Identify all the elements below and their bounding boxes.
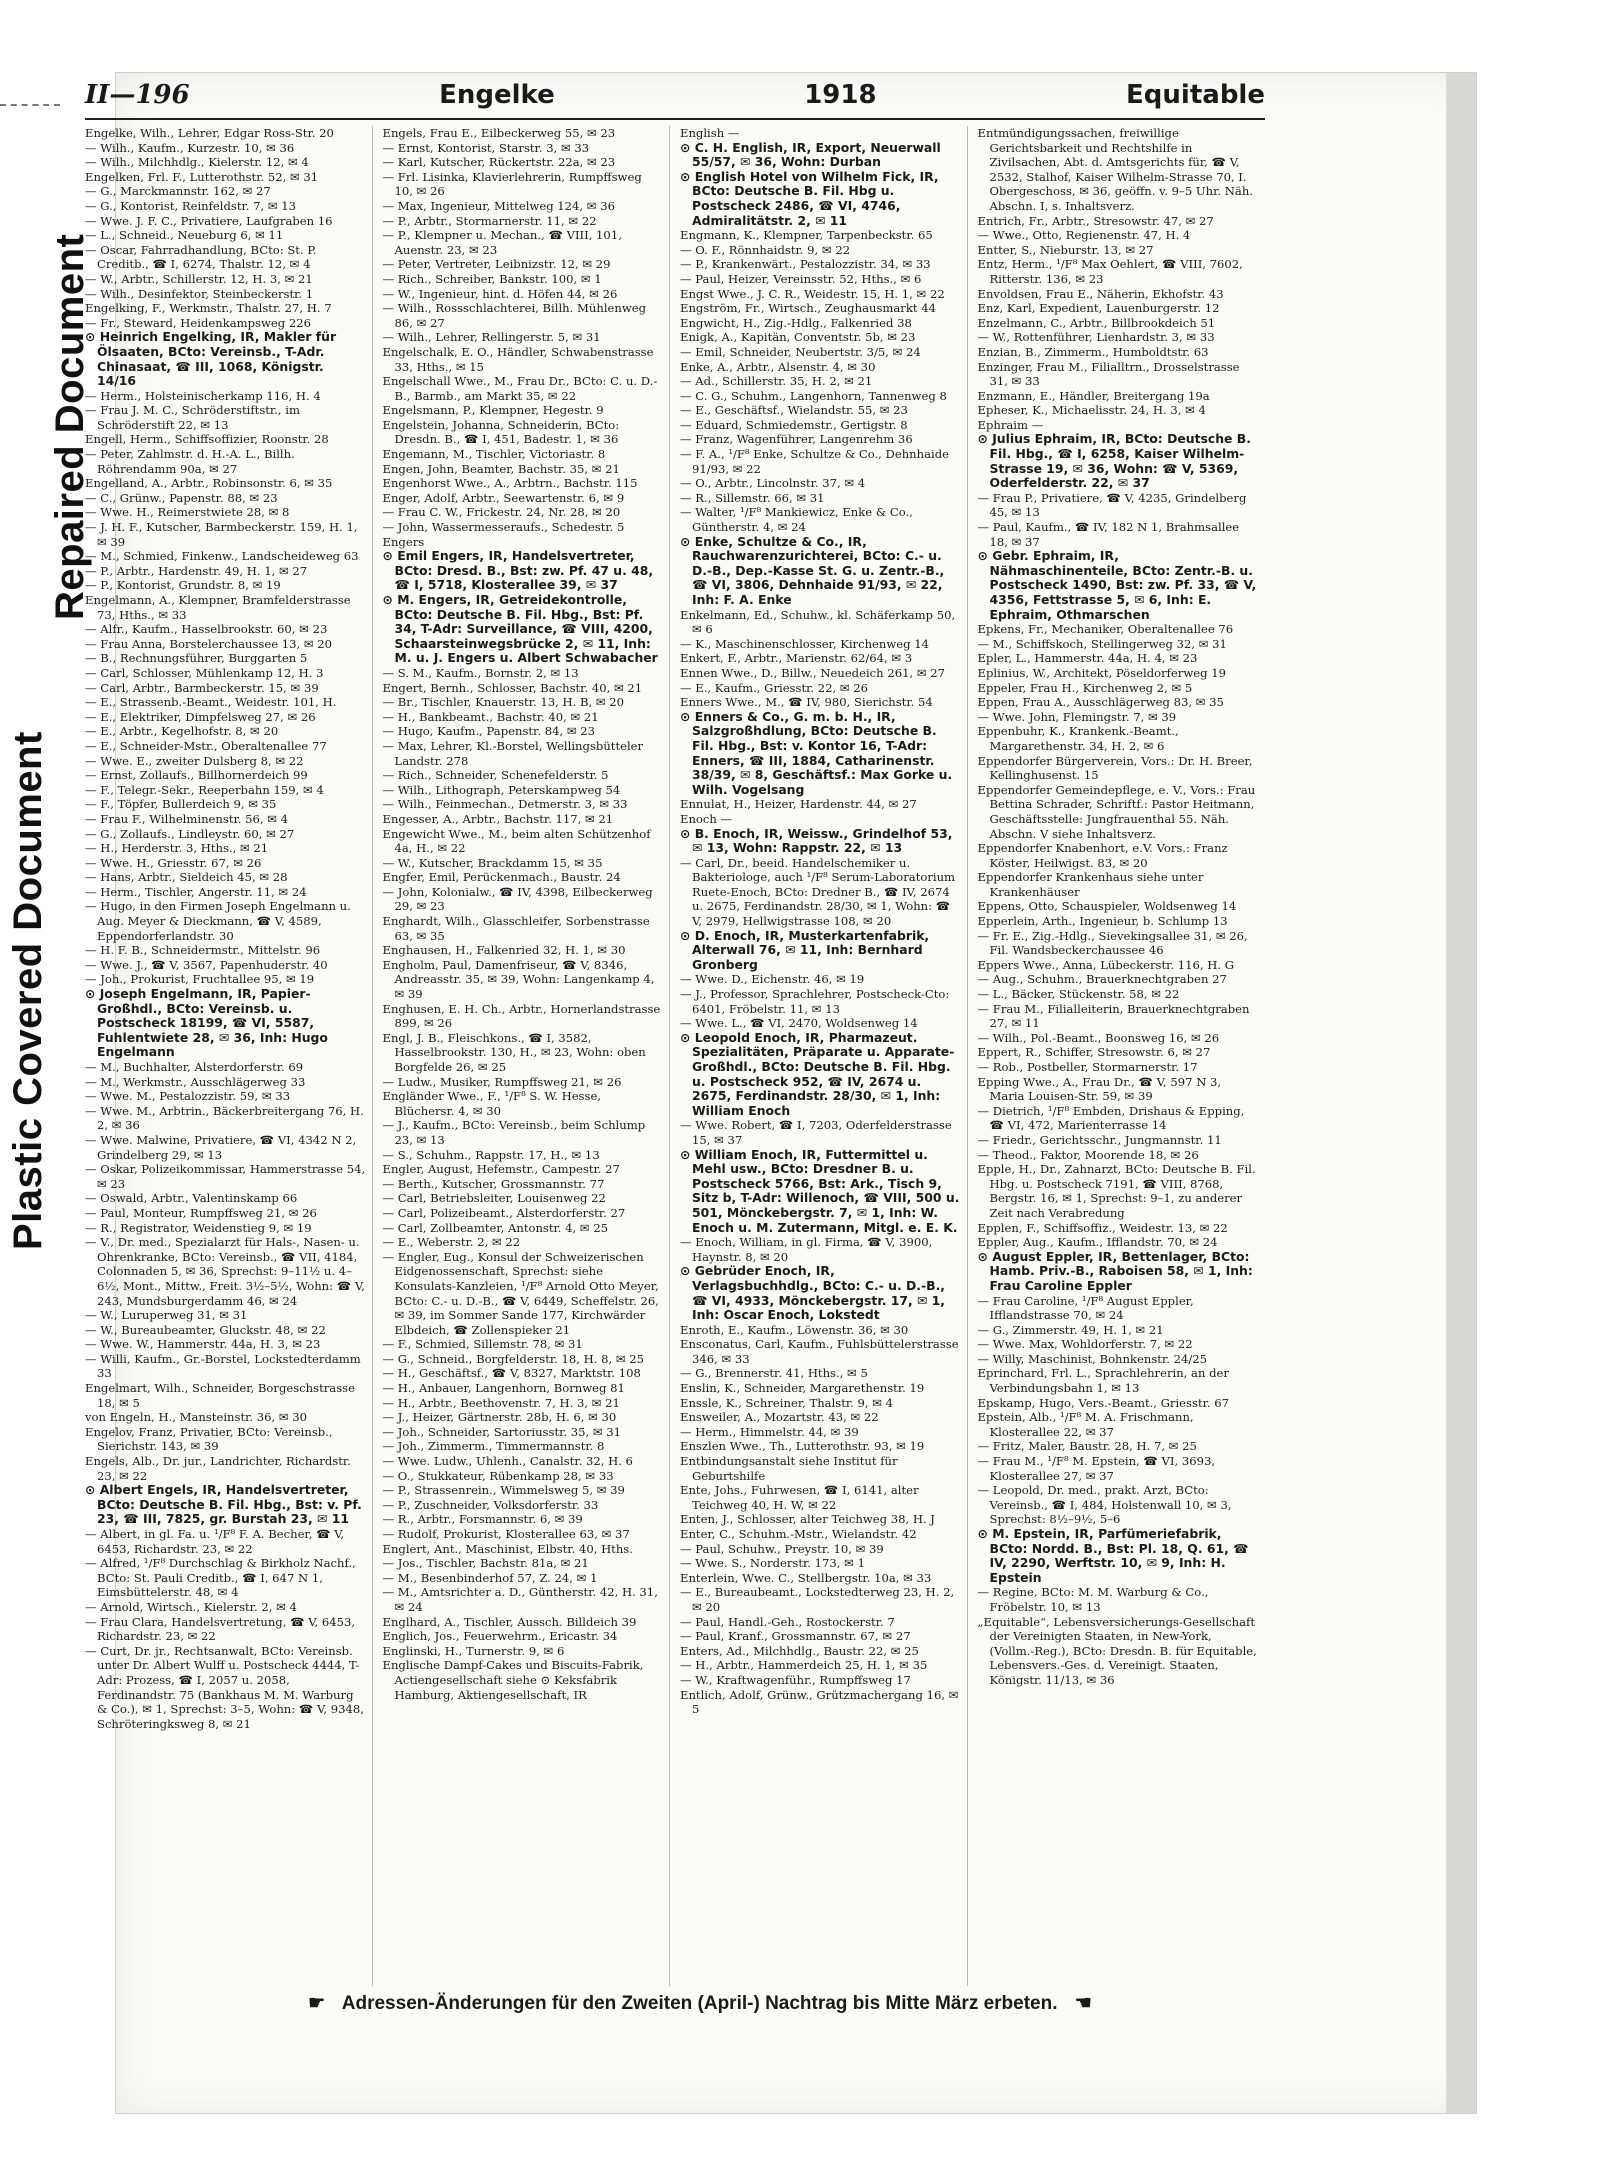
directory-entry: — Wwe. Ludw., Uhlenh., Canalstr. 32, H. 6 (382, 1454, 633, 1469)
directory-entry: — G., Brennerstr. 41, Hths., ✉ 5 (680, 1366, 868, 1381)
footer-text: Adressen-Änderungen für den Zweiten (April-) Nachtrag bis Mitte März erbeten. (341, 1993, 1058, 2014)
directory-entry: Epping Wwe., A., Frau Dr., ☎ V, 597 N 3, Maria Louisen-Str. 59, ✉ 39 (977, 1074, 1222, 1104)
directory-entry: — J. H. F., Kutscher, Barmbeckerstr. 159, H. 1, ✉ 39 (85, 520, 358, 549)
directory-entry: — Paul, Schuhw., Preystr. 10, ✉ 39 (680, 1541, 884, 1556)
directory-entry: Engewicht Wwe., M., beim alten Schützenhof 4a, H., ✉ 22 (382, 826, 651, 856)
directory-entry: — Franz, Wagenführer, Langenrehm 36 (680, 432, 913, 447)
side-label-plastic: Plastic Covered Document (6, 731, 50, 1250)
directory-entry: Enter, C., Schuhm.-Mstr., Wielandstr. 42 (680, 1527, 917, 1541)
directory-entry: — Arnold, Wirtsch., Kielerstr. 2, ✉ 4 (85, 1599, 297, 1614)
directory-entry: Eplinius, W., Architekt, Pöseldorferweg 19 (977, 665, 1226, 680)
directory-entry: — V., Dr. med., Spezialarzt für Hals-, Nasen- u. Ohrenkranke, BCto: Vereinsb., ☎ VII, 4184, Colonnaden 5, ✉ 36, Sprechst: 9–11½ u. 4–6½, Mont., Mittw., Freit. 3½–5½, Wohn: ☎ V, 243, Mundsburgerdamm 46, ✉ 24 (85, 1235, 365, 1308)
directory-entry: — Hugo, Kaufm., Papenstr. 84, ✉ 23 (382, 724, 595, 739)
directory-entry: ⊙ Albert Engels, IR, Handelsvertreter, BCto: Deutsche B. Fil. Hbg., Bst: v. Pf. 23, ☎ III, 7825, gr. Burstah 23, ✉ 11 (85, 1482, 362, 1527)
footer-notice (150, 1992, 1250, 2015)
directory-entry: — P., Strassenrein., Wimmelsweg 5, ✉ 39 (382, 1483, 625, 1498)
directory-entry: ⊙ Gebrüder Enoch, IR, Verlagsbuchhdlg., BCto: C.- u. D.-B., ☎ VI, 4933, Mönckebergstr. 17, ✉ 1, Inh: Oscar Enoch, Lokstedt (680, 1263, 946, 1323)
directory-entry: — Carl, Zollbeamter, Antonstr. 4, ✉ 25 (382, 1220, 609, 1235)
directory-columns (85, 126, 1265, 1986)
directory-entry: — Paul, Kaufm., ☎ IV, 182 N 1, Brahmsallee 18, ✉ 37 (977, 520, 1240, 549)
directory-entry: Entlich, Adolf, Grünw., Grützmachergang 16, ✉ 5 (680, 1687, 959, 1717)
column-1 (85, 126, 373, 1986)
column-4 (978, 126, 1266, 1986)
directory-entry: — Wwe. John, Flemingstr. 7, ✉ 39 (977, 709, 1177, 724)
right-catchword: Equitable (1126, 80, 1265, 110)
directory-entry: — Rich., Schneider, Schenefelderstr. 5 (382, 768, 609, 783)
directory-entry: — W., Arbtr., Schillerstr. 12, H. 3, ✉ 21 (85, 271, 313, 286)
directory-entry: ⊙ Joseph Engelmann, IR, Papier-Großhdl., BCto: Vereinsb. u. Postscheck 18199, ☎ VI, 5587, Fuhlentwiete 28, ✉ 36, Inh: Hugo Engelmann (85, 986, 328, 1060)
directory-entry: ⊙ Enke, Schultze & Co., IR, Rauchwarenzurichterei, BCto: C.- u. D.-B., Dep.-Kasse St. G. u. Zentr.-B., ☎ VI, 3806, Dehnhaide 91/93, ✉ 22, Inh: F. A. Enke (680, 533, 945, 607)
directory-entry: Engl, J. B., Fleischkons., ☎ I, 3582, Hasselbrookstr. 130, H., ✉ 23, Wohn: oben Borgfelde 26, ✉ 25 (382, 1030, 646, 1074)
directory-entry: ⊙ D. Enoch, IR, Musterkartenfabrik, Alterwall 76, ✉ 11, Inh: Bernhard Gronberg (680, 927, 930, 972)
directory-entry: — Frau M., Filialleiterin, Brauerknechtgraben 27, ✉ 11 (977, 1001, 1250, 1031)
directory-entry: — Frau Caroline, ¹/F⁸ August Eppler, Ifflandstrasse 70, ✉ 24 (977, 1293, 1194, 1323)
directory-entry: Englische Dampf-Cakes und Biscuits-Fabrik, Actiengesellschaft siehe ⊙ Keksfabrik Hamburg, Aktiengesellschaft, IR (382, 1658, 644, 1702)
directory-entry: — E., Strassenb.-Beamt., Weidestr. 101, H. (85, 695, 337, 710)
directory-entry: — B., Rechnungsführer, Burggarten 5 (85, 651, 308, 666)
directory-entry: Engell, Herm., Schiffsoffizier, Roonstr. 28 (85, 432, 329, 447)
directory-entry: — R., Arbtr., Forsmannstr. 6, ✉ 39 (382, 1512, 583, 1527)
directory-entry: ⊙ August Eppler, IR, Bettenlager, BCto: Hamb. Priv.-B., Raboisen 58, ✉ 1, Inh: Frau Caroline Eppler (977, 1248, 1253, 1293)
directory-entry: — Curt, Dr. jr., Rechtsanwalt, BCto: Vereinsb. unter Dr. Albert Wulff u. Postscheck 4444, T-Adr: Prozess, ☎ I, 2057 u. 2058, Ferdinandstr. 75 (Bankhaus M. M. Warburg & Co.), ✉ 1, Sprechst: 3–5, Wohn: ☎ V, 9348, Schröteringksweg 8, ✉ 21 (85, 1643, 364, 1731)
directory-entry: — Berth., Kutscher, Grossmannstr. 77 (382, 1176, 605, 1191)
directory-entry: Enghardt, Wilh., Glasschleifer, Sorbenstrasse 63, ✉ 35 (382, 914, 650, 943)
directory-entry: — Carl, Arbtr., Barmbeckerstr. 15, ✉ 39 (85, 680, 319, 695)
directory-entry: Engelke, Wilh., Lehrer, Edgar Ross-Str. 20 (85, 126, 334, 140)
directory-entry: Ente, Johs., Fuhrwesen, ☎ I, 6141, alter Teichweg 40, H. W, ✉ 22 (680, 1483, 919, 1512)
directory-entry: ⊙ Gebr. Ephraim, IR, Nähmaschinenteile, BCto: Zentr.-B. u. Postscheck 1490, Bst: zw. Pf. 33, ☎ V, 4356, Fettstrasse 5, ✉ 6, Inh: E. Ephraim, Othmarschen (977, 548, 1257, 622)
directory-entry: — Wilh., Milchhdlg., Kielerstr. 12, ✉ 4 (85, 155, 309, 170)
directory-entry: — Wwe. Malwine, Privatiere, ☎ VI, 4342 N 2, Grindelberg 29, ✉ 13 (85, 1132, 357, 1162)
directory-entry: — Oscar, Fahrradhandlung, BCto: St. P. Creditb., ☎ I, 6274, Thalstr. 12, ✉ 4 (85, 242, 317, 272)
directory-entry: Enzinger, Frau M., Filialltrn., Drosselstrasse 31, ✉ 33 (977, 359, 1240, 389)
directory-entry: ⊙ Emil Engers, IR, Handelsvertreter, BCto: Dresd. B., Bst: zw. Pf. 47 u. 48, ☎ I, 5718, Klosterallee 39, ✉ 37 (382, 548, 654, 593)
directory-entry: Englhard, A., Tischler, Aussch. Billdeich 39 (382, 1614, 637, 1629)
directory-entry: — Hugo, in den Firmen Joseph Engelmann u. Aug. Meyer & Dieckmann, ☎ V, 4589, Eppendorferlandstr. 30 (85, 899, 351, 943)
directory-entry: — Wwe. D., Eichenstr. 46, ✉ 19 (680, 972, 865, 987)
directory-entry: — Fr. E., Zig.-Hdlg., Sievekingsallee 31, ✉ 26, Fil. Wandsbeckerchaussee 46 (977, 928, 1248, 958)
directory-entry: — H., Bankbeamt., Bachstr. 40, ✉ 21 (382, 709, 599, 724)
directory-entry: — P., Klempner u. Mechan., ☎ VIII, 101, Auenstr. 23, ✉ 23 (382, 228, 622, 257)
directory-entry: — S. M., Kaufm., Bornstr. 2, ✉ 13 (382, 665, 579, 680)
pointing-hand-icon: ☛ (308, 1993, 326, 2014)
directory-entry: — Regine, BCto: M. M. Warburg & Co., Fröbelstr. 10, ✉ 13 (977, 1585, 1209, 1614)
column-3 (680, 126, 968, 1986)
directory-entry: — S., Schuhm., Rappstr. 17, H., ✉ 13 (382, 1147, 600, 1162)
directory-entry: — Br., Tischler, Knauerstr. 13, H. B, ✉ 20 (382, 695, 624, 710)
page-number: II—196 (85, 80, 190, 110)
directory-entry: — Carl, Dr., beeid. Handelschemiker u. Bakteriologe, auch ¹/F⁸ Serum-Laboratorium Ruete-Enoch, BCto: Dredner B., ☎ IV, 2674 u. 2675, Ferdinandstr. 28/30, ✉ 1, Wohn: ☎ V, 2979, Hellwigstrasse 108, ✉ 20 (680, 855, 956, 929)
pointing-hand-icon: ☚ (1074, 1993, 1092, 2014)
directory-entry: — Frau Anna, Borstelerchaussee 13, ✉ 20 (85, 636, 333, 651)
directory-entry: — C., Grünw., Papenstr. 88, ✉ 23 (85, 490, 278, 505)
directory-entry: Entz, Herm., ¹/F⁸ Max Oehlert, ☎ VIII, 7602, Ritterstr. 136, ✉ 23 (977, 257, 1243, 286)
directory-entry: Engelmann, A., Klempner, Bramfelderstrasse 73, Hths., ✉ 33 (85, 593, 351, 622)
directory-entry: — R., Registrator, Weidenstieg 9, ✉ 19 (85, 1220, 312, 1235)
directory-entry: Entrich, Fr., Arbtr., Stresowstr. 47, ✉ 27 (977, 213, 1214, 228)
directory-entry: — Paul, Monteur, Rumpffsweg 21, ✉ 26 (85, 1205, 317, 1220)
directory-entry: — W., Kraftwagenführ., Rumpffsweg 17 (680, 1672, 911, 1687)
directory-entry: — J., Professor, Sprachlehrer, Postscheck-Cto: 6401, Fröbelstr. 11, ✉ 13 (680, 987, 950, 1016)
directory-entry: — H., Arbtr., Beethovenstr. 7, H. 3, ✉ 21 (382, 1395, 620, 1410)
directory-entry: — Frau C. W., Frickestr. 24, Nr. 28, ✉ 20 (382, 505, 621, 520)
directory-entry: — Wwe. M., Pestalozzistr. 59, ✉ 33 (85, 1089, 291, 1104)
directory-entry: — G., Schneid., Borgfelderstr. 18, H. 8, ✉ 25 (382, 1351, 644, 1366)
directory-entry: Enigk, A., Kapitän, Conventstr. 5b, ✉ 23 (680, 330, 916, 345)
directory-entry: Enz, Karl, Expedient, Lauenburgerstr. 12 (977, 301, 1220, 316)
directory-entry: — Engler, Eug., Konsul der Schweizerischen Eidgenossenschaft, Sprechst: siehe Konsulats-Kanzleien, ¹/F⁸ Arnold Otto Meyer, BCto: C.- u. D.-B., ☎ V, 6449, Scheffelstr. 26, ✉ 39, im Sommer Sande 177, Kirchwärder Elbdeich, ☎ Zollenspieker 21 (382, 1249, 659, 1337)
directory-entry: — W., Bureaubeamter, Gluckstr. 48, ✉ 22 (85, 1322, 326, 1337)
directory-entry: Entbindungsanstalt siehe Institut für Geburtshilfe (680, 1454, 898, 1483)
directory-entry: Enten, J., Schlosser, alter Teichweg 38, H. J (680, 1512, 935, 1527)
directory-entry: — Ludw., Musiker, Rumpffsweg 21, ✉ 26 (382, 1074, 622, 1089)
directory-entry: ⊙ M. Engers, IR, Getreidekontrolle, BCto: Deutsche B. Fil. Hbg., Bst: Pf. 34, T-Adr: Surveillance, ☎ VIII, 4200, Schaarsteinwegsbrücke 2, ✉ 11, Inh: M. u. J. Engers u. Albert Schwabacher (382, 592, 658, 666)
directory-entry: Entmündigungssachen, freiwillige Gerichtsbarkeit und Rechtshilfe in Zivilsachen, Abt. d. Amtsgerichts für, ☎ V, 2532, Stalhof, Kaiser Wilhelm-Strasse 70, I. Obergeschoss, ✉ 36, geöffn. v. 9–5 Uhr. Näh. Abschn. I, s. Inhaltsverz. (977, 126, 1253, 213)
directory-entry: — Herm., Holsteinischerkamp 116, H. 4 (85, 388, 321, 403)
directory-entry: Engst Wwe., J. C. R., Weidestr. 15, H. 1, ✉ 22 (680, 286, 945, 301)
directory-entry: Engländer Wwe., F., ¹/F⁸ S. W. Hesse, Blüchersr. 4, ✉ 30 (382, 1089, 602, 1118)
directory-entry: — John, Kolonialw., ☎ IV, 4398, Eilbeckerweg 29, ✉ 23 (382, 884, 653, 914)
directory-entry: ⊙ B. Enoch, IR, Weissw., Grindelhof 53, ✉ 13, Wohn: Rappstr. 22, ✉ 13 (680, 825, 953, 856)
directory-entry: — E., Geschäftsf., Wielandstr. 55, ✉ 23 (680, 403, 908, 418)
directory-entry: Enters, Ad., Milchhdlg., Baustr. 22, ✉ 25 (680, 1643, 919, 1658)
directory-entry: — Eduard, Schmiedemstr., Gertigstr. 8 (680, 417, 908, 432)
directory-entry: — Peter, Zahlmstr. d. H.-A. L., Billh. Röhrendamm 90a, ✉ 27 (85, 447, 295, 476)
directory-entry: — Karl, Kutscher, Rückertstr. 22a, ✉ 23 (382, 155, 616, 170)
directory-entry: — Joh., Zimmerm., Timmermannstr. 8 (382, 1439, 605, 1454)
directory-entry: Eppendorfer Gemeindepflege, e. V., Vors.: Frau Bettina Schrader, Schriftf.: Pastor Heitmann, Geschäftsstelle: Jungfrauenthal 55. Näh. Abschn. V siehe Inhaltsverz. (977, 782, 1256, 841)
directory-entry: Eppler, Aug., Kaufm., Ifflandstr. 70, ✉ 24 (977, 1235, 1218, 1250)
directory-entry: — Paul, Kranf., Grossmannstr. 67, ✉ 27 (680, 1629, 911, 1644)
directory-entry: — Emil, Schneider, Neubertstr. 3/5, ✉ 24 (680, 344, 921, 359)
directory-entry: — Wilh., Desinfektor, Steinbeckerstr. 1 (85, 286, 314, 301)
directory-entry: Engelschall Wwe., M., Frau Dr., BCto: C. u. D.-B., Barmb., am Markt 35, ✉ 22 (382, 374, 658, 403)
directory-entry: ⊙ Enners & Co., G. m. b. H., IR, Salzgroßhdlung, BCto: Deutsche B. Fil. Hbg., Bst: v. Kontor 16, T-Adr: Enners, ☎ III, 1884, Catharinenstr. 38/39, ✉ 8, Geschäftsf.: Max Gorke u. Wilh. Vogelsang (680, 708, 953, 797)
directory-entry: — Wilh., Kaufm., Kurzestr. 10, ✉ 36 (85, 140, 295, 155)
directory-entry: Enger, Adolf, Arbtr., Seewartenstr. 6, ✉ 9 (382, 490, 625, 505)
side-label-repaired: Repaired Document (48, 233, 92, 620)
directory-entry: Engfer, Emil, Perückenmach., Baustr. 24 (382, 870, 621, 885)
directory-entry: Entter, S., Nieburstr. 13, ✉ 27 (977, 242, 1154, 257)
directory-entry: — Wwe. S., Norderstr. 173, ✉ 1 (680, 1556, 865, 1571)
directory-entry: — Frau F., Wilhelminenstr. 56, ✉ 4 (85, 811, 289, 826)
directory-entry: Eppenbuhr, K., Krankenk.-Beamt., Margarethenstr. 34, H. 2, ✉ 6 (977, 724, 1179, 753)
directory-entry: — Wwe. M., Arbtrin., Bäckerbreitergang 76, H. 2, ✉ 36 (85, 1103, 364, 1133)
directory-entry: — H., Anbauer, Langenhorn, Bornweg 81 (382, 1381, 625, 1396)
directory-entry: — Theod., Faktor, Moorende 18, ✉ 26 (977, 1147, 1199, 1162)
directory-entry: — Ad., Schillerstr. 35, H. 2, ✉ 21 (680, 374, 873, 389)
directory-entry: Enkert, F., Arbtr., Marienstr. 62/64, ✉ 3 (680, 651, 913, 666)
directory-entry: Englert, Ant., Maschinist, Elbstr. 40, Hths. (382, 1541, 633, 1556)
directory-entry: Eppeler, Frau H., Kirchenweg 2, ✉ 5 (977, 680, 1193, 695)
directory-entry: — G., Marckmannstr. 162, ✉ 27 (85, 184, 271, 199)
directory-entry: — Rich., Schreiber, Bankstr. 100, ✉ 1 (382, 271, 602, 286)
directory-entry: Ephraim — (977, 417, 1044, 432)
directory-entry: — Leopold, Dr. med., prakt. Arzt, BCto: Vereinsb., ☎ I, 484, Holstenwall 10, ✉ 3, Sprechst: 8½–9½, 5–6 (977, 1483, 1232, 1527)
directory-entry: Enzian, B., Zimmerm., Humboldtstr. 63 (977, 344, 1209, 359)
directory-entry: Enkelmann, Ed., Schuhw., kl. Schäferkamp 50, ✉ 6 (680, 607, 956, 637)
directory-entry: Epperlein, Arth., Ingenieur, b. Schlump 13 (977, 914, 1228, 929)
directory-entry: Epstein, Alb., ¹/F⁸ M. A. Frischmann, Klosterallee 22, ✉ 37 (977, 1410, 1194, 1439)
directory-entry: — F., Telegr.-Sekr., Reeperbahn 159, ✉ 4 (85, 782, 324, 797)
directory-entry: — E., Bureaubeamt., Lockstedterweg 23, H. 2, ✉ 20 (680, 1585, 955, 1614)
column-2 (383, 126, 671, 1986)
directory-entry: ⊙ English Hotel von Wilhelm Fick, IR, BCto: Deutsche B. Fil. Hbg u. Postscheck 2486, ☎ VI, 4746, Admiralitätstr. 2, ✉ 11 (680, 168, 939, 228)
directory-entry: — M., Buchhalter, Alsterdorferstr. 69 (85, 1060, 304, 1074)
directory-entry: Epskamp, Hugo, Vers.-Beamt., Griesstr. 67 (977, 1395, 1229, 1410)
directory-entry: Enroth, E., Kaufm., Löwenstr. 36, ✉ 30 (680, 1322, 909, 1337)
directory-entry: Epler, L., Hammerstr. 44a, H. 4, ✉ 23 (977, 651, 1198, 666)
directory-entry: — Wwe., Otto, Regienenstr. 47, H. 4 (977, 228, 1191, 243)
directory-entry: — Aug., Schuhm., Brauerknechtgraben 27 (977, 972, 1227, 987)
directory-entry: — O., Arbtr., Lincolnstr. 37, ✉ 4 (680, 476, 866, 491)
directory-entry: — M., Amtsrichter a. D., Güntherstr. 42, H. 31, ✉ 24 (382, 1585, 658, 1614)
directory-entry: Epheser, K., Michaelisstr. 24, H. 3, ✉ 4 (977, 403, 1206, 418)
directory-entry: — Rudolf, Prokurist, Klosterallee 63, ✉ 37 (382, 1527, 630, 1541)
directory-entry: Enghusen, E. H. Ch., Arbtr., Hornerlandstrasse 899, ✉ 26 (382, 1001, 661, 1031)
directory-entry: — Paul, Heizer, Vereinsstr. 52, Hths., ✉ 6 (680, 271, 922, 286)
directory-entry: — H., Herderstr. 3, Hths., ✉ 21 (85, 841, 269, 856)
directory-entry: — Frau Clara, Handelsvertretung, ☎ V, 6453, Richardstr. 23, ✉ 22 (85, 1614, 356, 1644)
directory-entry: Englich, Jos., Feuerwehrm., Ericastr. 34 (382, 1629, 618, 1644)
directory-entry: Engström, Fr., Wirtsch., Zeughausmarkt 44 (680, 301, 936, 316)
directory-entry: Engelking, F., Werkmstr., Thalstr. 27, H. 7 (85, 301, 332, 316)
directory-entry: — W., Ingenieur, hint. d. Höfen 44, ✉ 26 (382, 286, 618, 301)
directory-entry: Epplen, F., Schiffsoffiz., Weidestr. 13, ✉ 22 (977, 1220, 1228, 1235)
directory-entry: — G., Zimmerstr. 49, H. 1, ✉ 21 (977, 1322, 1164, 1337)
directory-entry: — Carl, Betriebsleiter, Louisenweg 22 (382, 1191, 606, 1206)
directory-entry: Engholm, Paul, Damenfriseur, ☎ V, 8346, Andreasstr. 35, ✉ 39, Wohn: Langenkamp 4, ✉ 39 (382, 957, 655, 1002)
directory-entry: Enzelmann, C., Arbtr., Billbrookdeich 51 (977, 315, 1216, 330)
directory-entry: — Wwe. W., Hammerstr. 44a, H. 3, ✉ 23 (85, 1337, 321, 1352)
directory-entry: Engwicht, H., Zig.-Hdlg., Falkenried 38 (680, 315, 912, 330)
directory-entry: — John, Wassermesseraufs., Schedestr. 5 (382, 520, 625, 535)
directory-entry: Engesser, A., Arbtr., Bachstr. 117, ✉ 21 (382, 811, 614, 826)
page-edge (1446, 73, 1476, 2113)
directory-entry: „Equitable“, Lebensversicherungs-Gesellschaft der Vereinigten Staaten, in New-York, (Vollm.-Reg.), BCto: Dresdn. B. für Equitable, Lebensvers.-Ges. d. Vereinigt. Staaten, Königstr. 11/13, ✉ 36 (977, 1614, 1257, 1687)
directory-entry: Eppendorfer Krankenhaus siehe unter Krankenhäuser (977, 870, 1204, 899)
directory-entry: Enoch — (680, 811, 733, 826)
directory-entry: — Wwe. Max, Wohldorferstr. 7, ✉ 22 (977, 1337, 1193, 1352)
left-catchword: Engelke (439, 80, 555, 110)
directory-entry: Engen, John, Beamter, Bachstr. 35, ✉ 21 (382, 461, 620, 476)
directory-entry: Engmann, K., Klempner, Tarpenbeckstr. 65 (680, 228, 933, 243)
directory-entry: — P., Krankenwärt., Pestalozzistr. 34, ✉ 33 (680, 257, 931, 272)
directory-entry: — Max, Lehrer, Kl.-Borstel, Wellingsbütteler Landstr. 278 (382, 738, 644, 768)
directory-entry: — Fr., Steward, Heidenkampsweg 226 (85, 315, 312, 330)
directory-entry: — Wwe. Robert, ☎ I, 7203, Oderfelderstrasse 15, ✉ 37 (680, 1118, 952, 1147)
directory-entry: — Wwe. J., ☎ V, 3567, Papenhuderstr. 40 (85, 957, 328, 972)
directory-entry: Engemann, M., Tischler, Victoriastr. 8 (382, 447, 606, 462)
directory-entry: — E., Elektriker, Dimpfelsweg 27, ✉ 26 (85, 709, 316, 724)
directory-entry: — Joh., Prokurist, Fruchtallee 95, ✉ 19 (85, 972, 315, 987)
directory-entry: — C. G., Schuhm., Langenhorn, Tannenweg 8 (680, 388, 947, 403)
directory-entry: ⊙ Leopold Enoch, IR, Pharmazeut. Spezialitäten, Präparate u. Apparate-Großhdl., BCto: Deutsche B. Fil. Hbg. u. Postscheck 952, ☎ IV, 2674 u. 2675, Ferdinandstr. 28/30, ✉ 1, Inh: William Enoch (680, 1029, 955, 1118)
directory-entry: — K., Maschinenschlosser, Kirchenweg 14 (680, 636, 930, 651)
directory-entry: Eppen, Frau A., Ausschlägerweg 83, ✉ 35 (977, 695, 1224, 710)
directory-entry: — M., Besenbinderhof 57, Z. 24, ✉ 1 (382, 1570, 598, 1585)
directory-entry: — Ernst, Kontorist, Starstr. 3, ✉ 33 (382, 140, 590, 155)
directory-entry: Enterlein, Wwe. C., Stellbergstr. 10a, ✉ 33 (680, 1570, 932, 1585)
directory-entry: — O. F., Rönnhaidstr. 9, ✉ 22 (680, 242, 851, 257)
directory-entry: — Jos., Tischler, Bachstr. 81a, ✉ 21 (382, 1556, 589, 1571)
directory-entry: Engels, Frau E., Eilbeckerweg 55, ✉ 23 (382, 126, 616, 140)
directory-entry: Ensweiler, A., Mozartstr. 43, ✉ 22 (680, 1410, 879, 1425)
directory-entry: — E., Weberstr. 2, ✉ 22 (382, 1235, 521, 1250)
directory-entry: — Wilh., Lithograph, Peterskampweg 54 (382, 782, 621, 797)
directory-entry: Enssle, K., Schreiner, Thalstr. 9, ✉ 4 (680, 1395, 894, 1410)
directory-entry: — Alfred, ¹/F⁸ Durchschlag & Birkholz Nachf., BCto: St. Pauli Creditb., ☎ I, 647 N 1, Eimsbüttelerstr. 48, ✉ 4 (85, 1556, 356, 1600)
directory-entry: ⊙ C. H. English, IR, Export, Neuerwall 55/57, ✉ 36, Wohn: Durban (680, 139, 941, 170)
directory-entry: Enners Wwe., M., ☎ IV, 980, Sierichstr. 54 (680, 695, 933, 710)
directory-entry: — Ernst, Zollaufs., Billhornerdeich 99 (85, 768, 308, 783)
directory-entry: — E., Arbtr., Kegelhofstr. 8, ✉ 20 (85, 724, 279, 739)
directory-entry: Engelmart, Wilh., Schneider, Borgeschstrasse 18, ✉ 5 (85, 1381, 355, 1410)
directory-entry: Eppendorfer Bürgerverein, Vors.: Dr. H. Breer, Kellinghusenst. 15 (977, 753, 1253, 783)
directory-entry: Engelsmann, P., Klempner, Hegestr. 9 (382, 403, 604, 418)
directory-entry: — H., Arbtr., Hammerdeich 25, H. 1, ✉ 35 (680, 1658, 928, 1673)
directory-entry: — Friedr., Gerichtsschr., Jungmannstr. 11 (977, 1132, 1222, 1147)
directory-entry: — M., Werkmstr., Ausschlägerweg 33 (85, 1074, 306, 1089)
directory-entry: Engler, August, Hefemstr., Campestr. 27 (382, 1162, 620, 1177)
directory-entry: — Wwe. H., Reimerstwiete 28, ✉ 8 (85, 505, 290, 520)
directory-entry: Engels, Alb., Dr. jur., Landrichter, Richardstr. 23, ✉ 22 (85, 1454, 351, 1483)
directory-entry: — P., Arbtr., Stormarnerstr. 11, ✉ 22 (382, 213, 597, 228)
directory-entry: — W., Luruperweg 31, ✉ 31 (85, 1308, 248, 1323)
directory-entry: — Carl, Polizeibeamt., Alsterdorferstr. 27 (382, 1205, 626, 1220)
directory-entry: Epple, H., Dr., Zahnarzt, BCto: Deutsche B. Fil. Hbg. u. Postscheck 7191, ☎ VIII, 8768, Bergstr. 16, ✉ 1, Sprechst: 9–1, zu anderer Zeit nach Verabredung (977, 1162, 1256, 1220)
directory-entry: — Wwe. J. F. C., Privatiere, Laufgraben 16 (85, 213, 333, 228)
directory-entry: Engelschalk, E. O., Händler, Schwabenstrasse 33, Hths., ✉ 15 (382, 344, 654, 374)
directory-entry: — Wilh., Pol.-Beamt., Boonsweg 16, ✉ 26 (977, 1030, 1220, 1045)
directory-entry: Engelstein, Johanna, Schneiderin, BCto: Dresdn. B., ☎ I, 451, Badestr. 1, ✉ 36 (382, 417, 620, 447)
directory-entry: Engert, Bernh., Schlosser, Bachstr. 40, ✉ 21 (382, 680, 643, 695)
year: 1918 (804, 80, 877, 110)
directory-entry: — L., Schneid., Neueburg 6, ✉ 11 (85, 228, 284, 243)
directory-entry: ⊙ Julius Ephraim, IR, BCto: Deutsche B. Fil. Hbg., ☎ I, 6258, Kaiser Wilhelm-Strasse 19, ✉ 36, Wohn: ☎ V, 5369, Oderfelderstr. 22, ✉ 37 (977, 431, 1251, 491)
directory-entry: Engelland, A., Arbtr., Robinsonstr. 6, ✉ 35 (85, 476, 333, 491)
directory-entry: — Frau J. M. C., Schröderstiftstr., im Schröderstift 22, ✉ 13 (85, 403, 300, 432)
directory-entry: Enszlen Wwe., Th., Lutterothstr. 93, ✉ 19 (680, 1439, 925, 1454)
directory-entry: Englinski, H., Turnerstr. 9, ✉ 6 (382, 1643, 565, 1658)
directory-entry: — Walter, ¹/F⁸ Mankiewicz, Enke & Co., Güntherstr. 4, ✉ 24 (680, 505, 913, 535)
directory-entry: — Max, Ingenieur, Mittelweg 124, ✉ 36 (382, 198, 615, 213)
directory-entry: — Joh., Schneider, Sartoriusstr. 35, ✉ 31 (382, 1424, 622, 1439)
directory-entry: — Alfr., Kaufm., Hasselbrookstr. 60, ✉ 23 (85, 622, 328, 637)
directory-entry: ⊙ William Enoch, IR, Futtermittel u. Mehl usw., BCto: Dresdner B. u. Postscheck 5766, Bst: Ark., Tisch 9, Sitz b, T-Adr: Willenoch, ☎ VIII, 500 u. 501, Mönckebergstr. 7, ✉ 1, Inh: W. Enoch u. M. Zutermann, Mitgl. e. E. K. (680, 1146, 960, 1235)
directory-entry: — Carl, Schlosser, Mühlenkamp 12, H. 3 (85, 665, 324, 680)
directory-entry: — Frau P., Privatiere, ☎ V, 4235, Grindelberg 45, ✉ 13 (977, 490, 1247, 520)
directory-entry: — F., Töpfer, Bullerdeich 9, ✉ 35 (85, 797, 277, 812)
directory-entry: Enghausen, H., Falkenried 32, H. 1, ✉ 30 (382, 943, 626, 958)
directory-entry: Enzmann, E., Händler, Breitergang 19a (977, 388, 1210, 403)
directory-entry: — Willi, Kaufm., Gr.-Borstel, Lockstedterdamm 33 (85, 1351, 361, 1381)
directory-entry: Enslin, K., Schneider, Margarethenstr. 19 (680, 1381, 925, 1396)
directory-entry: Ennen Wwe., D., Billw., Neuedeich 261, ✉ 27 (680, 665, 945, 680)
directory-entry: — L., Bäcker, Stückenstr. 58, ✉ 22 (977, 987, 1180, 1002)
directory-entry: — F. A., ¹/F⁸ Enke, Schultze & Co., Dehnhaide 91/93, ✉ 22 (680, 447, 949, 476)
directory-entry: — J., Kaufm., BCto: Vereinsb., beim Schlump 23, ✉ 13 (382, 1118, 646, 1147)
directory-entry: — F., Schmied, Sillemstr. 78, ✉ 31 (382, 1337, 583, 1352)
directory-entry: Ennulat, H., Heizer, Hardenstr. 44, ✉ 27 (680, 797, 917, 812)
directory-entry: — E., Schneider-Mstr., Oberaltenallee 77 (85, 738, 327, 753)
directory-entry: — W., Kutscher, Brackdamm 15, ✉ 35 (382, 855, 603, 870)
directory-entry: — E., Kaufm., Griesstr. 22, ✉ 26 (680, 680, 869, 695)
directory-entry: — R., Sillemstr. 66, ✉ 31 (680, 490, 825, 505)
directory-entry: — Oskar, Polizeikommissar, Hammerstrasse 54, ✉ 23 (85, 1162, 366, 1191)
directory-entry: — Wilh., Feinmechan., Detmerstr. 3, ✉ 33 (382, 797, 628, 812)
directory-entry: — Wilh., Lehrer, Rellingerstr. 5, ✉ 31 (382, 330, 601, 345)
directory-entry: Engers (382, 534, 425, 549)
directory-entry: — Wwe. E., zweiter Dulsberg 8, ✉ 22 (85, 753, 304, 768)
directory-entry: Envoldsen, Frau E., Näherin, Ekhofstr. 43 (977, 286, 1224, 301)
directory-entry: Eppers Wwe., Anna, Lübeckerstr. 116, H. G (977, 957, 1235, 972)
directory-entry: — Rob., Postbeller, Stormarnerstr. 17 (977, 1060, 1198, 1074)
directory-entry: — W., Rottenführer, Lienhardstr. 3, ✉ 33 (977, 330, 1215, 345)
directory-entry: — Willy, Maschinist, Bohnkenstr. 24/25 (977, 1351, 1207, 1366)
directory-entry: Eppendorfer Knabenhort, e.V. Vors.: Franz Köster, Heilwigst. 83, ✉ 20 (977, 841, 1228, 870)
directory-entry: — M., Schmied, Finkenw., Landscheideweg 63 (85, 549, 359, 564)
directory-entry: Eprinchard, Frl. L., Sprachlehrerin, an der Verbindungsbahn 1, ✉ 13 (977, 1366, 1229, 1396)
directory-entry: — Frau M., ¹/F⁸ M. Epstein, ☎ VI, 3693, Klosterallee 27, ✉ 37 (977, 1454, 1216, 1483)
directory-entry: — Oswald, Arbtr., Valentinskamp 66 (85, 1191, 298, 1206)
directory-entry: — Hans, Arbtr., Sieldeich 45, ✉ 28 (85, 870, 288, 885)
directory-entry: — Dietrich, ¹/F⁸ Embden, Drishaus & Epping, ☎ VI, 472, Marienterrasse 14 (977, 1103, 1245, 1133)
directory-entry: Epkens, Fr., Mechaniker, Oberaltenallee 76 (977, 622, 1234, 637)
directory-entry: — Wwe. L., ☎ VI, 2470, Woldsenweg 14 (680, 1016, 918, 1031)
directory-entry: — Fritz, Maler, Baustr. 28, H. 7, ✉ 25 (977, 1439, 1197, 1454)
directory-entry: ⊙ M. Epstein, IR, Parfümeriefabrik, BCto: Nordd. B., Bst: Pl. 18, Q. 61, ☎ IV, 2290, Werftstr. 10, ✉ 9, Inh: H. Epstein (977, 1526, 1249, 1585)
directory-entry: — M., Schiffskoch, Stellingerweg 32, ✉ 31 (977, 636, 1227, 651)
directory-entry: — Wwe. H., Griesstr. 67, ✉ 26 (85, 855, 262, 870)
directory-entry: — G., Zollaufs., Lindleystr. 60, ✉ 27 (85, 826, 295, 841)
directory-entry: Engelken, Frl. F., Lutterothstr. 52, ✉ 31 (85, 169, 319, 184)
directory-entry: ⊙ Heinrich Engelking, IR, Makler für Ölsaaten, BCto: Vereinsb., T-Adr. Chinasaat, ☎ III, 1068, Königstr. 14/16 (85, 329, 337, 389)
directory-entry: — O., Stukkateur, Rübenkamp 28, ✉ 33 (382, 1468, 614, 1483)
page-header (85, 72, 1265, 120)
directory-entry: Engenhorst Wwe., A., Arbtrn., Bachstr. 115 (382, 476, 638, 491)
directory-entry: Eppens, Otto, Schauspieler, Woldsenweg 14 (977, 899, 1237, 914)
directory-entry: — H. F. B., Schneidermstr., Mittelstr. 96 (85, 943, 321, 958)
directory-entry: — P., Kontorist, Grundstr. 8, ✉ 19 (85, 578, 281, 593)
directory-entry: — H., Geschäftsf., ☎ V, 8327, Marktstr. 108 (382, 1366, 641, 1381)
directory-entry: Enke, A., Arbtr., Alsenstr. 4, ✉ 30 (680, 359, 876, 374)
directory-entry: — P., Arbtr., Hardenstr. 49, H. 1, ✉ 27 (85, 563, 308, 578)
directory-entry: Eppert, R., Schiffer, Stresowstr. 6, ✉ 27 (977, 1045, 1211, 1060)
directory-entry: — P., Zuschneider, Volksdorferstr. 33 (382, 1497, 599, 1512)
directory-entry: Engelov, Franz, Privatier, BCto: Vereinsb., Sierichstr. 143, ✉ 39 (85, 1424, 333, 1454)
directory-entry: — Herm., Tischler, Angerstr. 11, ✉ 24 (85, 884, 307, 899)
directory-entry: — Albert, in gl. Fa. u. ¹/F⁸ F. A. Becher, ☎ V, 6453, Richardstr. 23, ✉ 22 (85, 1527, 345, 1556)
directory-entry: — J., Heizer, Gärtnerstr. 28b, H. 6, ✉ 30 (382, 1410, 617, 1425)
directory-entry: — G., Kontorist, Reinfeldstr. 7, ✉ 13 (85, 198, 297, 213)
directory-entry: Ensconatus, Carl, Kaufm., Fuhlsbüttelerstrasse 346, ✉ 33 (680, 1337, 959, 1366)
directory-entry: — Enoch, William, in gl. Firma, ☎ V, 3900, Haynstr. 8, ✉ 20 (680, 1235, 933, 1264)
directory-entry: — Peter, Vertreter, Leibnizstr. 12, ✉ 29 (382, 257, 611, 272)
directory-entry: — Frl. Lisinka, Klavierlehrerin, Rumpffsweg 10, ✉ 26 (382, 169, 642, 199)
directory-entry: — Herm., Himmelstr. 44, ✉ 39 (680, 1424, 859, 1439)
directory-entry: — Paul, Handl.-Geh., Rostockerstr. 7 (680, 1614, 895, 1629)
directory-entry: von Engeln, H., Mansteinstr. 36, ✉ 30 (85, 1410, 308, 1425)
directory-entry: — Wilh., Rossschlachterei, Billh. Mühlenweg 86, ✉ 27 (382, 301, 647, 330)
directory-entry: English — (680, 126, 740, 140)
